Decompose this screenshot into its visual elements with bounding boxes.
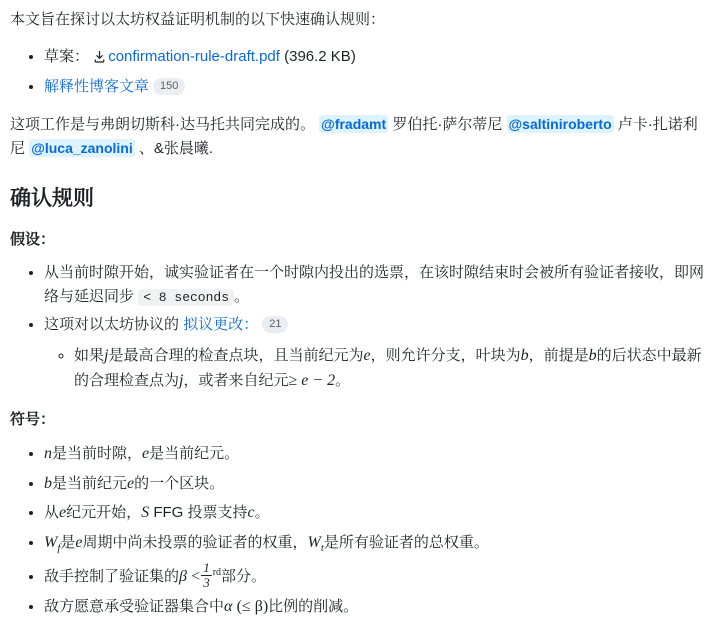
notation-2-m2: e (127, 474, 135, 492)
notation-5-fraction (201, 561, 212, 589)
notation-item-slashing-fraction (44, 594, 709, 620)
notation-3-m3: c (247, 504, 255, 522)
notation-6-t1: 比例的削减。 (268, 597, 359, 615)
notation-item-weights (44, 530, 709, 558)
notation-2-t2: 的一个区块。 (134, 474, 225, 492)
list-item-draft (44, 45, 709, 71)
assumption-1-text-before: 从当前时隙开始，诚实验证者在一个时隙内投出的选票，在该时隙结束时会被所有验证者接收，即网络与延迟同步 (44, 263, 705, 305)
notation-5-t0: 敌手控制了验证集的 (44, 568, 180, 586)
notation-3-t2: FFG 投票支持 (153, 504, 248, 522)
notation-item-slot-epoch (44, 441, 709, 467)
assumption-1-code: < 8 seconds (138, 289, 234, 306)
notation-5-m1: β (179, 568, 187, 586)
notation-item-ffg-vote (44, 500, 709, 526)
notation-4-t1: 是 (60, 533, 76, 551)
notation-6-m1: α (224, 597, 233, 615)
credits-lead: 这项工作是与弗朗切斯科·达马托共同完成的。 (10, 116, 315, 134)
blogpost-badge: 150 (153, 78, 185, 95)
proposed-change-badge: 21 (262, 316, 288, 333)
notation-2-t1: 是当前纪元 (52, 474, 128, 492)
notation-heading: 符号： (10, 410, 56, 428)
list-item-blogpost (44, 75, 709, 99)
notation-1-m2: e (142, 444, 150, 462)
notation-2-m1: b (44, 474, 52, 492)
resources-list (10, 45, 709, 99)
notation-3-t3: 。 (254, 504, 270, 522)
notation-1-t2: 是当前纪元。 (149, 444, 240, 462)
draft-label: 草案： (44, 48, 90, 66)
assumption-2-text-before: 这项对以太坊协议的 (44, 315, 180, 333)
notation-5-t1: 部分。 (221, 568, 267, 586)
notation-4-m2: e (75, 533, 83, 551)
notation-3-m2: S (141, 504, 150, 522)
sub-m3: b (520, 346, 529, 364)
sub-t5: 的后状态中最新的合理检查点为 (74, 346, 702, 390)
notation-4-t2: 周期中尚未投票的验证者的权重， (82, 533, 308, 551)
intro-paragraph: 本文旨在探讨以太坊权益证明机制的以下快速确认规则： (10, 11, 386, 28)
sub-t4: ，前提是 (528, 346, 589, 364)
credits-name-1: 罗伯托·萨尔蒂尼 (392, 116, 503, 134)
notation-1-m1: n (44, 444, 52, 462)
notation-6-paren: (≤ β) (236, 597, 269, 615)
proposed-change-link[interactable]: 拟议更改： (183, 315, 259, 333)
mention-luca-zanolini[interactable]: @luca_zanolini (31, 139, 133, 156)
notation-4-m3: W (307, 533, 321, 551)
notation-5-ordinal: rd (212, 567, 222, 579)
assumptions-list (10, 261, 709, 394)
sub-m4: b (588, 346, 597, 364)
sub-t2: 是最高合理的检查点块，且当前纪元为 (108, 346, 364, 364)
sub-m1: j (104, 346, 109, 364)
notation-6-t0: 敌方愿意承受验证器集合中 (44, 597, 225, 615)
notation-list (10, 441, 709, 619)
notation-5-frac-num: 1 (203, 560, 210, 576)
notation-item-adversary-fraction (44, 561, 709, 589)
notation-4-sub1: f (57, 541, 61, 554)
notation-item-block (44, 471, 709, 497)
sub-m6: ≥ e − 2 (288, 372, 336, 390)
assumption-sub-item (74, 343, 709, 394)
sub-t3: ，则允许分支，叶块为 (370, 346, 521, 364)
notation-5-rel: < (191, 568, 201, 586)
sub-t7: 。 (335, 372, 351, 390)
notation-3-t1: 纪元开始， (66, 504, 142, 522)
sub-t6: ，或者来自纪元 (183, 372, 289, 390)
assumption-sublist (44, 343, 709, 394)
sub-t1: 如果 (74, 346, 105, 364)
draft-pdf-link[interactable]: confirmation-rule-draft.pdf (108, 48, 280, 66)
notation-4-sub3: t (320, 541, 324, 554)
download-icon (93, 47, 106, 71)
notation-4-m1: W (44, 533, 58, 551)
notation-3-t0: 从 (44, 504, 60, 522)
mention-fradamt[interactable]: @fradamt (321, 116, 387, 133)
draft-file-size: (396.2 KB) (279, 48, 356, 66)
explainer-blog-link[interactable]: 解释性博客文章 (44, 78, 150, 96)
notation-1-t1: 是当前时隙， (52, 444, 143, 462)
assumption-item-2 (44, 313, 709, 394)
credits-paragraph (10, 113, 709, 160)
assumption-item-1 (44, 261, 709, 309)
section-title-confirmation-rule: 确认规则 (10, 186, 94, 210)
notation-4-t3: 是所有验证者的总权重。 (323, 533, 489, 551)
assumptions-heading: 假设： (10, 230, 56, 248)
sub-m2: e (363, 346, 371, 364)
assumption-1-text-after: 。 (234, 287, 250, 305)
mention-saltiniroberto[interactable]: @saltiniroberto (508, 116, 612, 133)
sub-m5: j (179, 372, 184, 390)
notation-5-frac-den: 3 (203, 574, 210, 590)
credits-name-2: 卢卡·扎诺利尼 (10, 116, 698, 157)
credits-tail: 、&张晨曦. (138, 139, 214, 157)
notation-3-m1: e (59, 504, 67, 522)
